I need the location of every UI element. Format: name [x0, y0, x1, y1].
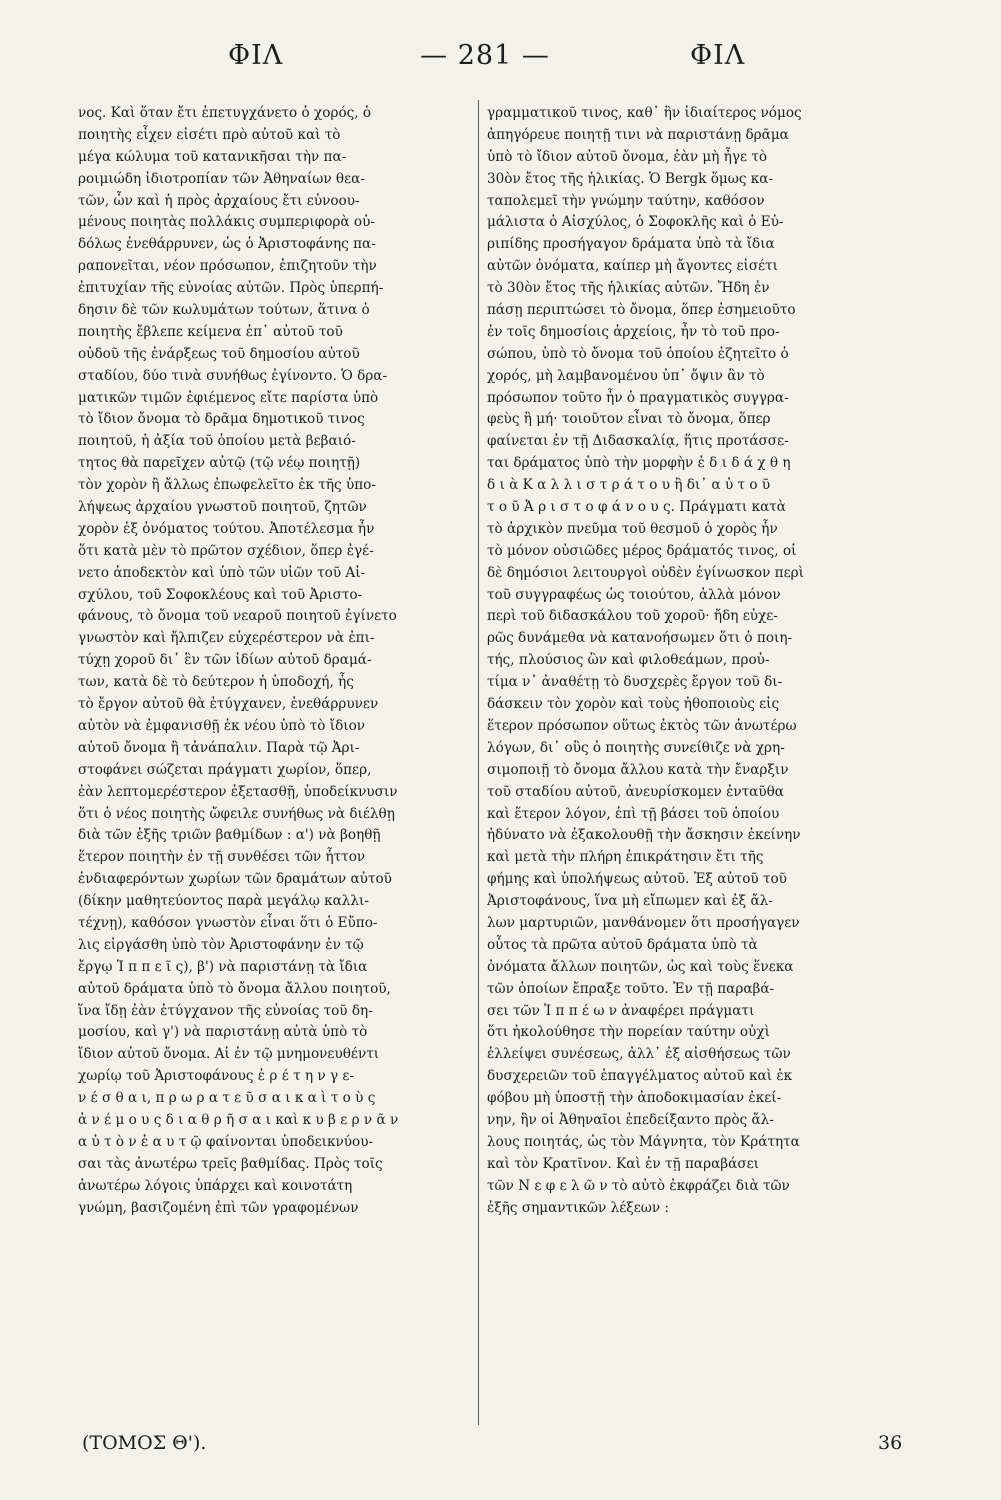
text-line: ἀπηγόρευε ποιητῇ τινι νὰ παριστάνῃ δρᾶμα: [487, 126, 789, 143]
header-right-guide-word: ΦΙΛ: [690, 40, 746, 71]
text-line: αὐτοῦ δράματα ὑπὸ τὸ ὄνομα ἄλλου ποιητοῦ,: [78, 980, 391, 997]
text-line: δησιν δὲ τῶν κωλυμάτων τούτων, ἅτινα ὁ: [78, 302, 370, 319]
text-line: ἴδιον αὐτοῦ ὄνομα. Αἱ ἐν τῷ μνημονευθέντι: [78, 1046, 380, 1063]
text-line: φάνους, τὸ ὄνομα τοῦ νεαροῦ ποιητοῦ ἐγίνετο: [78, 608, 397, 625]
text-line: στοφάνει σώζεται πράγματι χωρίον, ὅπερ,: [78, 761, 372, 778]
text-line: ὑπὸ τὸ ἴδιον αὐτοῦ ὄνομα, ἐὰν μὴ ἦγε τὸ: [487, 148, 768, 165]
text-line: σιμοποιῇ τὸ ὄνομα ἄλλου κατὰ τὴν ἔναρξιν: [487, 761, 789, 778]
right-column: [487, 103, 919, 1219]
text-line: α ὐ τ ὸ ν ἑ α υ τ ῷ φαίνονται ὑποδεικνύου-: [78, 1133, 374, 1150]
text-line: σει τῶν Ἱ π π έ ω ν ἀναφέρει πράγματι: [487, 1002, 755, 1019]
text-line: τῶν ὁποίων ἔπραξε τοῦτο. Ἐν τῇ παραβά-: [487, 980, 775, 997]
text-line: τίμα ν᾽ ἀναθέτῃ τὸ δυσχερὲς ἔργον τοῦ δι-: [487, 674, 783, 691]
text-line: φήμης καὶ ὑπολήψεως αὐτοῦ. Ἐξ αὐτοῦ τοῦ: [487, 871, 787, 888]
text-line: μοσίου, καὶ γ') νὰ παριστάνῃ αὐτὰ ὑπὸ τὸ: [78, 1024, 368, 1041]
text-line: καὶ ἕτερον λόγον, ἐπὶ τῇ βάσει τοῦ ὁποίου: [487, 805, 780, 822]
text-line: ἕτερον ποιητὴν ἐν τῇ συνθέσει τῶν ἧττον: [78, 849, 366, 866]
text-line: φεὺς ἢ μή· τοιοῦτον εἶναι τὸ ὄνομα, ὅπερ: [487, 411, 771, 428]
text-line: τοῦ σταδίου αὐτοῦ, ἀνευρίσκομεν ἐνταῦθα: [487, 783, 784, 800]
text-line: των, κατὰ δὲ τὸ δεύτερον ἡ ὑποδοχή, ἧς: [78, 674, 354, 691]
text-line: ἐνδιαφερόντων χωρίων τῶν δραμάτων αὐτοῦ: [78, 871, 392, 888]
text-line: ἠδύνατο νὰ ἐξακολουθῇ τὴν ἄσκησιν ἐκείνην: [487, 827, 801, 844]
text-line: τὸ ἔργον αὐτοῦ θὰ ἐτύγχανεν, ἐνεθάρρυνεν: [78, 696, 379, 713]
text-line: ἀνωτέρω λόγοις ὑπάρχει καὶ κοινοτάτη: [78, 1177, 353, 1194]
text-line: λόγων, δι᾽ οὓς ὁ ποιητὴς συνείθιζε νὰ χρη-: [487, 739, 785, 756]
text-line: ταπολεμεῖ τὴν γνώμην ταύτην, καθόσον: [487, 192, 765, 209]
text-line: λους ποιητάς, ὡς τὸν Μάγνητα, τὸν Κράτητα: [487, 1133, 800, 1150]
text-line: τὸ ἀρχικὸν πνεῦμα τοῦ θεσμοῦ ὁ χορὸς ἦν: [487, 520, 778, 537]
text-line: καὶ μετὰ τὴν πλήρη ἐπικράτησιν ἔτι τῆς: [487, 849, 764, 866]
text-line: φαίνεται ἐν τῇ Διδασκαλίᾳ, ἥτις προτάσσε-: [487, 433, 789, 450]
text-line: αὐτῶν ὀνόματα, καίπερ μὴ ἄγοντες εἰσέτι: [487, 258, 779, 275]
text-line: τὸ ἴδιον ὄνομα τὸ δρᾶμα δημοτικοῦ τινος: [78, 411, 365, 428]
text-line: ται δράματος ὑπὸ τὴν μορφὴν ἐ δ ι δ ά χ θ η: [487, 455, 791, 472]
text-line: τητος θὰ παρεῖχεν αὐτῷ (τῷ νέῳ ποιητῇ): [78, 455, 361, 472]
text-line: νην, ἣν οἱ Ἀθηναῖοι ἐπεδείξαντο πρὸς ἄλ-: [487, 1111, 774, 1128]
page-number: — 281 —: [420, 40, 550, 71]
text-line: μέγα κώλυμα τοῦ κατανικῆσαι τὴν πα-: [78, 148, 347, 165]
text-line: ὅτι ὁ νέος ποιητὴς ὤφειλε συνήθως νὰ διέλθῃ: [78, 805, 395, 822]
text-line: νος. Καὶ ὅταν ἔτι ἐπετυγχάνετο ὁ χορός, ὁ: [78, 105, 372, 121]
text-line: μένους ποιητὰς πολλάκις συμπεριφορὰ οὐ-: [78, 214, 375, 231]
text-line: οὐδοῦ τῆς ἐνάρξεως τοῦ δημοσίου αὐτοῦ: [78, 345, 360, 362]
text-line: (δίκην μαθητεύοντος παρὰ μεγάλῳ καλλι-: [78, 893, 369, 910]
text-line: ρῶς δυνάμεθα νὰ κατανοήσωμεν ὅτι ὁ ποιη-: [487, 630, 793, 647]
text-line: ροιμιώδη ἰδιοτροπίαν τῶν Ἀθηναίων θεα-: [78, 170, 365, 187]
text-line: νετο ἀποδεκτὸν καὶ ὑπὸ τῶν υἱῶν τοῦ Αἰ-: [78, 564, 366, 581]
text-line: ἐὰν λεπτομερέστερον ἐξετασθῇ, ὑποδείκνυσιν: [78, 783, 398, 800]
left-column: [78, 103, 473, 1219]
text-line: ἵνα ἴδῃ ἐὰν ἐτύγχανον τῆς εὐνοίας τοῦ δη-: [78, 1002, 373, 1019]
text-line: δάσκειν τὸν χορὸν καὶ τοὺς ἠθοποιοὺς εἰς: [487, 696, 780, 713]
text-line: τ ο ῦ Ἀ ρ ι σ τ ο φ ά ν ο υ ς. Πράγματι κατὰ: [487, 499, 786, 516]
text-line: ἕτερον πρόσωπον οὕτως ἐκτὸς τῶν ἀνωτέρω: [487, 717, 797, 734]
header-left-guide-word: ΦΙΛ: [228, 40, 284, 71]
text-line: γνωστὸν καὶ ἤλπιζεν εὐχερέστερον νὰ ἐπι-: [78, 630, 375, 647]
text-line: χορός, μὴ λαμβανομένου ὑπ᾽ ὄψιν ἂν τὸ: [487, 367, 765, 384]
text-line: ματικῶν τιμῶν ἐφιέμενος εἴτε παρίστα ὑπὸ: [78, 389, 379, 406]
text-line: ὅτι ἠκολούθησε τὴν πορείαν ταύτην οὐχὶ: [487, 1024, 770, 1041]
text-line: ἐπιτυχίαν τῆς εὐνοίας αὐτῶν. Πρὸς ὑπερπή-: [78, 280, 384, 297]
text-line: ποιητοῦ, ἡ ἀξία τοῦ ὁποίου μετὰ βεβαιό-: [78, 433, 356, 450]
text-line: περὶ τοῦ διδασκάλου τοῦ χοροῦ· ἤδη εὐχε-: [487, 608, 778, 625]
text-line: πάσῃ περιπτώσει τὸ ὄνομα, ὅπερ ἐσημειοῦτο: [487, 302, 796, 319]
text-line: μάλιστα ὁ Αἰσχύλος, ὁ Σοφοκλῆς καὶ ὁ Εὐ-: [487, 214, 784, 231]
text-line: λων μαρτυριῶν, μανθάνομεν ὅτι προσήγαγεν: [487, 914, 800, 931]
text-line: δ ι ὰ Κ α λ λ ι σ τ ρ ά τ ο υ ἢ δι᾽ α ὐ τ ο ῦ: [487, 477, 771, 494]
text-line: ραπονεῖται, νέον πρόσωπον, ἐπιζητοῦν τὴν: [78, 258, 377, 275]
text-line: λήψεως ἀρχαίου γνωστοῦ ποιητοῦ, ζητῶν: [78, 499, 367, 516]
text-line: τύχῃ χοροῦ δι᾽ ἓν τῶν ἰδίων αὐτοῦ δραμά-: [78, 652, 372, 669]
text-line: σχύλου, τοῦ Σοφοκλέους καὶ τοῦ Ἀριστο-: [78, 586, 363, 603]
text-line: τὸ μόνον οὐσιῶδες μέρος δράματός τινος, οἱ: [487, 542, 797, 559]
text-line: τῶν Ν ε φ ε λ ῶ ν τὸ αὐτὸ ἐκφράζει διὰ τῶν: [487, 1177, 790, 1194]
text-line: αὐτὸν νὰ ἐμφανισθῇ ἐκ νέου ὑπὸ τὸ ἴδιον: [78, 717, 366, 734]
column-divider: [478, 100, 479, 1425]
text-line: πρόσωπον τοῦτο ἦν ὁ πραγματικὸς συγγρα-: [487, 389, 789, 406]
text-line: γνώμη, βασιζομένη ἐπὶ τῶν γραφομένων: [78, 1199, 359, 1216]
text-line: καὶ τὸν Κρατῖνον. Καὶ ἐν τῇ παραβάσει: [487, 1155, 759, 1172]
signature-number: 36: [878, 1432, 903, 1454]
text-line: σώπου, ὑπὸ τὸ ὄνομα τοῦ ὁποίου ἐζητεῖτο ὁ: [487, 345, 789, 362]
text-line: ἑξῆς σημαντικῶν λέξεων :: [487, 1199, 670, 1216]
text-line: σαι τὰς ἀνωτέρω τρεῖς βαθμίδας. Πρὸς τοῖς: [78, 1155, 383, 1172]
text-line: φόβου μὴ ὑποστῇ τὴν ἀποδοκιμασίαν ἐκεί-: [487, 1090, 782, 1107]
text-line: τής, πλούσιος ὢν καὶ φιλοθεάμων, προὐ-: [487, 652, 770, 669]
text-line: δυσχερειῶν τοῦ ἐπαγγέλματος αὐτοῦ καὶ ἐκ: [487, 1068, 793, 1085]
text-line: ἐν τοῖς δημοσίοις ἀρχείοις, ἦν τὸ τοῦ προ-: [487, 323, 780, 340]
text-line: ἀ ν έ μ ο υ ς δ ι α θ ρ ῆ σ α ι καὶ κ υ β ε ρ ν ᾶ ν: [78, 1111, 399, 1128]
text-line: χωρίῳ τοῦ Ἀριστοφάνους ἐ ρ έ τ η ν γ ε-: [78, 1068, 355, 1085]
text-line: λις εἰργάσθη ὑπὸ τὸν Ἀριστοφάνην ἐν τῷ: [78, 936, 364, 953]
text-line: τῶν, ὧν καὶ ἡ πρὸς ἀρχαίους ἔτι εὐνοου-: [78, 192, 360, 209]
text-line: ποιητὴς ἔβλεπε κείμενα ἐπ᾽ αὐτοῦ τοῦ: [78, 323, 343, 340]
text-line: ποιητὴς εἶχεν εἰσέτι πρὸ αὐτοῦ καὶ τὸ: [78, 126, 341, 143]
text-line: δὲ δημόσιοι λειτουργοὶ οὐδὲν ἐγίνωσκον περὶ: [487, 564, 804, 581]
text-line: γραμματικοῦ τινος, καθ᾽ ἣν ἰδιαίτερος νόμος: [487, 105, 802, 121]
text-line: ἔργῳ Ἱ π π ε ῖ ς), β') νὰ παριστάνῃ τὰ ἴδια: [78, 958, 368, 975]
volume-label: (ΤΟΜΟΣ Θ').: [82, 1432, 207, 1454]
text-line: διὰ τῶν ἑξῆς τριῶν βαθμίδων : α') νὰ βοηθῇ: [78, 827, 381, 844]
text-line: 30ὸν ἔτος τῆς ἡλικίας. Ὁ Bergk ὅμως κα-: [487, 170, 774, 187]
text-line: ὅτι κατὰ μὲν τὸ πρῶτον σχέδιον, ὅπερ ἐγέ-: [78, 542, 374, 559]
text-line: αὐτοῦ ὄνομα ἢ τἀνάπαλιν. Παρὰ τῷ Ἀρι-: [78, 739, 360, 756]
text-line: χορὸν ἐξ ὀνόματος τούτου. Ἀποτέλεσμα ἦν: [78, 520, 375, 537]
text-line: τοῦ συγγραφέως ὡς τοιούτου, ἀλλὰ μόνον: [487, 586, 781, 603]
text-line: τὸν χορὸν ἢ ἄλλως ἐπωφελεῖτο ἐκ τῆς ὑπο-: [78, 477, 376, 494]
text-line: Ἀριστοφάνους, ἵνα μὴ εἴπωμεν καὶ ἐξ ἄλ-: [487, 893, 773, 910]
text-line: οὗτος τὰ πρῶτα αὐτοῦ δράματα ὑπὸ τὰ: [487, 936, 758, 953]
text-line: σταδίου, δύο τινὰ συνήθως ἐγίνοντο. Ὁ δρα-: [78, 367, 388, 384]
text-line: ριπίδης προσήγαγον δράματα ὑπὸ τὰ ἴδια: [487, 236, 775, 253]
text-line: τὸ 30ὸν ἔτος τῆς ἡλικίας αὐτῶν. Ἤδη ἐν: [487, 280, 770, 297]
text-line: ν έ σ θ α ι, π ρ ω ρ α τ ε ῦ σ α ι κ α ὶ τ ο ὺ ς: [78, 1090, 376, 1107]
text-line: ὀνόματα ἄλλων ποιητῶν, ὡς καὶ τοὺς ἕνεκα: [487, 958, 794, 975]
text-line: τέχνῃ), καθόσον γνωστὸν εἶναι ὅτι ὁ Εὔπο-: [78, 914, 378, 931]
text-line: ἐλλείψει συνέσεως, ἀλλ᾽ ἐξ αἰσθήσεως τῶν: [487, 1046, 791, 1063]
text-line: δόλως ἐνεθάρρυνεν, ὡς ὁ Ἀριστοφάνης πα-: [78, 236, 376, 253]
